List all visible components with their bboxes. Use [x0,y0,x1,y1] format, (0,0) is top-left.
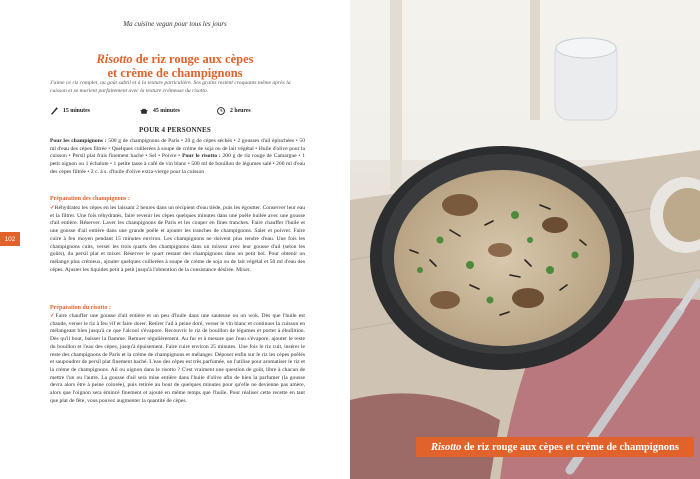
title-italic: Risotto [96,52,133,66]
caption-rest: de riz rouge aux cèpes et crème de champignons [461,441,679,453]
prep-time-value: 15 minutes [63,108,90,114]
page-number: 102 [0,232,20,246]
ingredients-mushrooms: 500 g de champignons de Paris • 20 g de cèpes séchés • 2 gousses d'ail épluchées • 50 ml d'eau des cèpes filtrée • Quelques cuillerées à soupe de crème de soja ou de lait végétal • Huile d'olive pour la cuisson • Persil plat frais finement haché • Sel • Poivre • [50,138,305,160]
risotto-photo [350,0,700,479]
recipe-intro: J'aime ce riz complet, au goût subtil et à la texture particulière. Ses grains restent croquants même après la cuisson et se marient parfaitement avec la texture crémeuse du risotto. [50,80,291,94]
rest-time [217,107,251,115]
step-marker: ✓ [50,205,55,211]
section1-body: Réhydratez les cèpes en les laissant 2 heures dans un récipient d'eau tiède, puis les égoutter. Conserver leur eau et la filtrer. Une fois réhydratés, faire revenir les cèpes quelques minutes dans une poêle huilée avec une gousse d'ail entière. Réserver. Laver les champignons de Paris et les couper en fines tranches. Faire chauffer l'huile et une gousse d'ail entière dans une grande poêle et ajouter les tranches de champignons. Saler et poivrer. Faire cuire à feu moyen pendant 15 minutes environ. Les champignons ne doivent plus rendre d'eau. Une fois les champignons cuits, verser les trois quarts des champignons dans un mixeur avec leur gousse d'ail (selon les goûts), du persil plat et mixer. Réserver le quart restant des champignons dans un petit bol. Pour obtenir un mélange plus crémeux, ajouter quelques cuillerées à soupe de crème de soja ou de lait végétal et 50 ml d'eau des cèpes. Ajuster les liquides petit à petit jusqu'à l'obtention de la consistance désirée. Mixer. [50,205,305,273]
photo-caption [416,437,694,457]
clock-icon [217,107,225,115]
knife-icon [50,107,58,115]
ingredients-list [50,138,305,177]
pot-icon [140,107,148,115]
prep-time [50,107,90,115]
section2-body: Faire chauffer une gousse d'ail entière et un peu d'huile dans une sauteuse ou un wok. Dès que l'huile est chaude, verser le riz à feu vif et faire dorer. Retirer l'ail à peine doré, verser le vin blanc et continuer la cuisson en mélangeant bien jusqu'à ce que l'alcool s'évapore. Recouvrir le riz de bouillon de légumes et porter à ébullition. Dès qu'il bout, baisser la flamme. Remuer régulièrement. Au fur et à mesure que l'eau s'évapore, ajouter le reste du bouillon et l'eau des cèpes, jusqu'à épuisement. Faire cuire environ 25 minutes. Une fois le riz cuit, insérer le reste des champignons de Paris et la crème de champignons et mélanger. Déposer enfin sur le riz les cèpes poêlés et saupoudrer de persil plat finement haché. L'eau des cèpes est très parfumée, on l'utilise pour aromatiser le riz et la crème de champignons. Ail ou oignon dans le risotto ? C'est vraiment une question de goût, libre à chacun de mettre l'un ou l'autre. La gousse d'ail sera mise entière dans l'huile d'olive afin de bien la parfumer (la gousse devra alors être à peine colorée), puis retirée au bout de quelques minutes pour qu'elle ne devienne pas amère, alors que l'oignon sera émincé finement et ajouté en même temps que l'huile. Pour réaliser cette recette en tant que plat de fête, vous pouvez augmenter la quantité de cèpes. [50,313,305,404]
cook-time [140,107,180,115]
recipe-meta [50,107,300,119]
running-head: Ma cuisine vegan pour tous les jours [123,20,227,28]
rest-time-value: 2 heures [230,108,251,114]
section-heading-mushrooms: Préparation des champignons : [50,196,130,202]
section-text-mushrooms [50,205,305,274]
title-rest-line1: de riz rouge aux cèpes [132,52,254,66]
recipe-title [30,52,320,80]
caption-italic: Risotto [431,441,462,453]
ingredients-label-risotto: Pour le risotto : [182,153,221,160]
caption-text [431,442,679,453]
section-heading-risotto: Préparation du risotto : [50,305,111,311]
title-line2: et crème de champignons [107,66,243,80]
step-marker: ✓ [50,313,56,319]
cook-time-value: 45 minutes [153,108,180,114]
ingredients-label-mushrooms: Pour les champignons : [50,138,107,144]
servings: POUR 4 PERSONNES [138,126,212,134]
ingredients-risotto: 200 g de riz rouge de Camargue • 1 petit oignon ou 1 échalote • 1 petite tasse à café de vin blanc • 500 ml de bouillon de légumes salé • 200 ml d'eau des cèpes filtrée • 2 c. à s. d'huile d'olive extra-vierge pour la cuisson [50,153,305,175]
section-text-risotto [50,313,305,405]
photo-page [350,0,700,479]
